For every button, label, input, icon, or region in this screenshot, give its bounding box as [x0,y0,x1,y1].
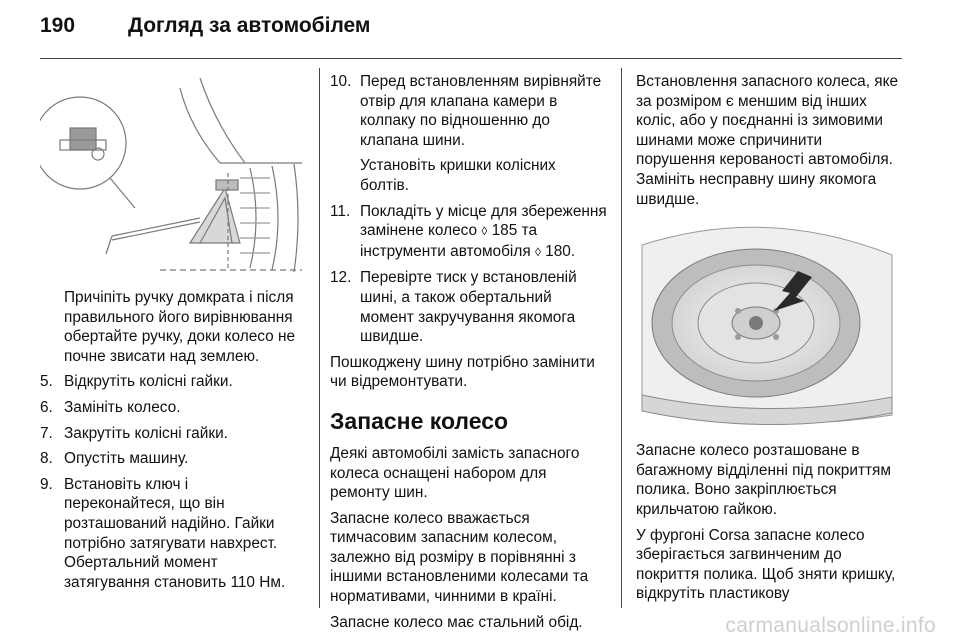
jack-instruction: Причіпіть ручку домкрата і після правильного його вирівнювання обертайте ручку, доки колесо не почне звисати над землею. [64,289,296,365]
column-1 [40,68,302,598]
page-header [40,14,370,46]
column-divider-2 [621,68,622,608]
step-text-part: та інструменти автомобіля [360,222,538,260]
watermark: carmanualsonline.info [725,614,936,637]
reference-icon: ◊ [534,244,541,259]
step-number: 5. [40,373,53,391]
paragraph: У фургоні Corsa запасне колесо зберігається загвинченим до покриття полика. Щоб зняти кришку, відкрутіть пластикову [636,526,896,603]
column-divider-1 [319,68,320,608]
paragraph: Деякі автомобілі замість запасного колеса оснащені набором для ремонту шин. [330,444,580,502]
reference-icon: ◊ [481,224,488,239]
section-title: Запасне колесо [330,407,509,434]
step-text-part: Покладіть у місце для збереження замінене колесо [360,202,607,240]
jack-diagram [40,68,302,280]
list-item [40,398,302,418]
step-number: 11. [330,202,351,220]
page-number: 190 [40,14,76,37]
page-reference[interactable]: 180. [545,242,576,260]
page-title: Догляд за автомобілем [128,14,371,37]
step-number: 8. [40,450,53,468]
step-text: Опустіть машину. [64,450,189,468]
column-2 [330,72,608,638]
step-text: Встановіть ключ і переконайтеся, що він розташований надійно. Гайки потрібно затягувати навхрест. Обертальний момент затягування становить 110 Нм. [64,475,286,591]
step-number: 7. [40,424,53,442]
list-item [330,202,608,263]
list-item [40,475,302,593]
paragraph: Встановлення запасного колеса, яке за розміром є меншим від інших коліс, або у поєднанні із зимовими шинами може спричинити порушення керованості автомобіля. Замініть несправну шину якомога швидше. [636,73,899,208]
damaged-tyre-note: Пошкоджену шину потрібно замінити чи відремонтувати. [330,353,595,391]
paragraph: Запасне колесо розташоване в багажному відділенні під покриттям полика. Воно закріплюється крильчатою гайкою. [636,442,891,518]
step-number: 6. [40,398,53,416]
list-item [330,268,608,346]
list-item [40,372,302,392]
paragraph: Запасне колесо має стальний обід. [330,613,583,631]
spare-wheel-diagram [636,215,898,431]
step-text: Закрутіть колісні гайки. [64,424,228,442]
step-number: 10. [330,73,352,90]
spare-wheel-illustration [636,215,904,431]
step-text [360,202,608,263]
list-item [330,72,608,150]
step-number: 12. [330,269,352,287]
column-3 [636,72,904,610]
header-rule [40,58,902,59]
page-reference[interactable]: 185 [491,222,518,240]
step-number: 9. [40,475,53,493]
step-text: Перед встановленням вирівняйте отвір для клапана камери в колпаку по відношенню до клапана шини. [360,73,602,149]
step-text: Відкрутіть колісні гайки. [64,373,233,391]
steps-list [40,372,302,592]
step-text: Замініть колесо. [64,398,181,416]
paragraph: Запасне колесо вважається тимчасовим запасним колесом, залежно від розміру в порівнянні з іншими встановленими колесами та нормативами, чинними в країні. [330,509,589,606]
step-text: Перевірте тиск у встановленій шині, а також обертальний момент закручування якомога швидше. [360,269,577,346]
list-item [40,449,302,469]
step-subtext: Установіть кришки колісних болтів. [360,157,556,194]
jack-illustration [40,68,302,280]
list-item [40,424,302,444]
